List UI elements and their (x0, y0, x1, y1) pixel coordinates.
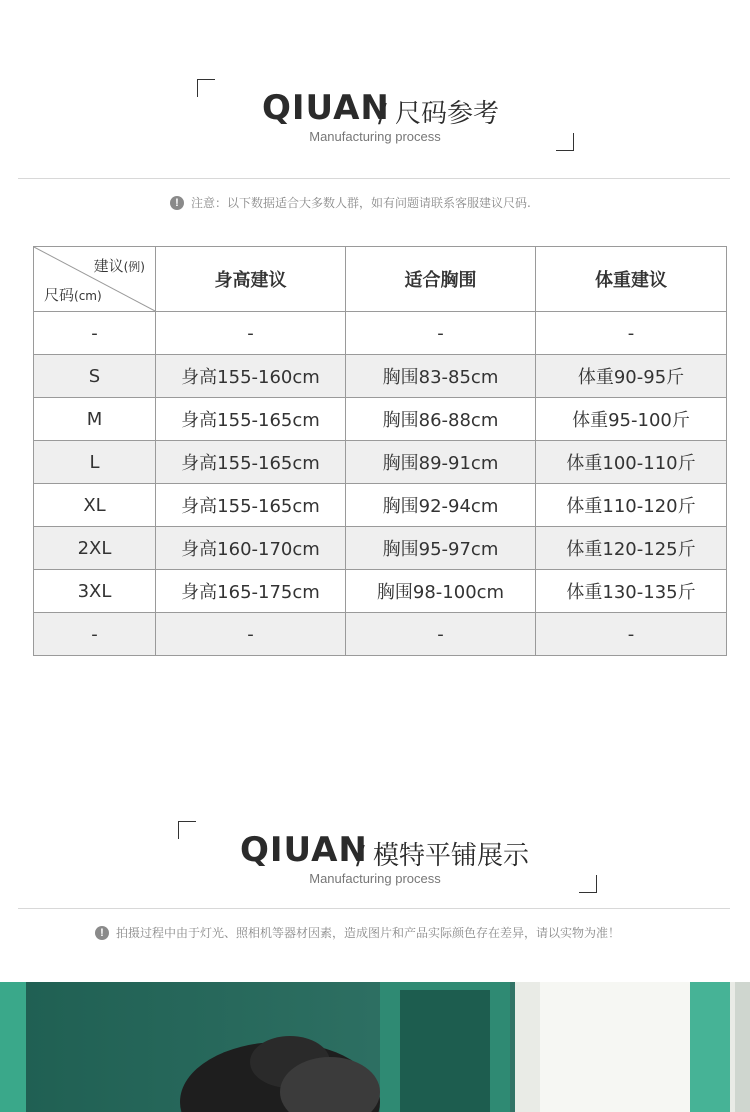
size-cell: - (34, 312, 156, 355)
height-cell: 身高155-165cm (156, 484, 346, 527)
table-row (34, 312, 727, 355)
bust-cell: - (346, 312, 536, 355)
table-row (34, 613, 727, 656)
bust-cell: 胸围89-91cm (346, 441, 536, 484)
size-cell: S (34, 355, 156, 398)
height-cell: 身高165-175cm (156, 570, 346, 613)
corner-label-suggestion: 建议(例) (93, 257, 145, 275)
header-weight: 体重建议 (536, 247, 727, 312)
brand-name: QIUAN (262, 88, 390, 128)
weight-cell: 体重90-95斤 (536, 355, 727, 398)
size-cell: M (34, 398, 156, 441)
exclamation-circle-icon: ! (95, 926, 109, 940)
table-row (34, 484, 727, 527)
height-cell: 身高155-160cm (156, 355, 346, 398)
height-cell: 身高155-165cm (156, 398, 346, 441)
size-notice-text: 注意：以下数据适合大多数人群，如有问题请联系客服建议尺码. (191, 196, 531, 210)
table-row (34, 527, 727, 570)
corner-bracket-bottom-right (579, 875, 597, 893)
corner-bracket-bottom-right (556, 133, 574, 151)
weight-cell: 体重95-100斤 (536, 398, 727, 441)
table-row (34, 441, 727, 484)
weight-cell: - (536, 613, 727, 656)
size-cell: 3XL (34, 570, 156, 613)
exclamation-circle-icon: ! (170, 196, 184, 210)
section-subtitle: Manufacturing process (309, 871, 441, 886)
weight-cell: - (536, 312, 727, 355)
table-header-row (34, 247, 727, 312)
header-bust: 适合胸围 (346, 247, 536, 312)
weight-cell: 体重100-110斤 (536, 441, 727, 484)
size-cell: L (34, 441, 156, 484)
section-title: / 尺码参考 (378, 99, 500, 129)
color-notice-text: 拍摄过程中由于灯光、照相机等器材因素，造成图片和产品实际颜色存在差异，请以实物为准！ (116, 926, 621, 940)
table-corner-cell (34, 247, 156, 312)
brand-name: QIUAN (240, 830, 368, 870)
section-title: / 模特平铺展示 (356, 841, 530, 871)
section-subtitle: Manufacturing process (309, 129, 441, 144)
height-cell: 身高160-170cm (156, 527, 346, 570)
size-cell: - (34, 613, 156, 656)
bust-cell: 胸围86-88cm (346, 398, 536, 441)
height-cell: - (156, 312, 346, 355)
corner-label-size: 尺码(cm) (44, 286, 102, 304)
size-cell: 2XL (34, 527, 156, 570)
size-cell: XL (34, 484, 156, 527)
table-row (34, 355, 727, 398)
height-cell: - (156, 613, 346, 656)
size-notice (170, 194, 531, 211)
corner-bracket-top-left (197, 79, 215, 97)
bust-cell: - (346, 613, 536, 656)
table-row (34, 570, 727, 613)
model-photo-illustration (0, 982, 750, 1112)
bust-cell: 胸围98-100cm (346, 570, 536, 613)
model-photo (0, 982, 750, 1112)
divider (18, 178, 730, 179)
divider (18, 908, 730, 909)
corner-bracket-top-left (178, 821, 196, 839)
bust-cell: 胸围92-94cm (346, 484, 536, 527)
bust-cell: 胸围83-85cm (346, 355, 536, 398)
weight-cell: 体重130-135斤 (536, 570, 727, 613)
size-chart-table (33, 246, 727, 656)
weight-cell: 体重110-120斤 (536, 484, 727, 527)
color-notice (95, 924, 620, 941)
bust-cell: 胸围95-97cm (346, 527, 536, 570)
weight-cell: 体重120-125斤 (536, 527, 727, 570)
table-row (34, 398, 727, 441)
height-cell: 身高155-165cm (156, 441, 346, 484)
header-height: 身高建议 (156, 247, 346, 312)
